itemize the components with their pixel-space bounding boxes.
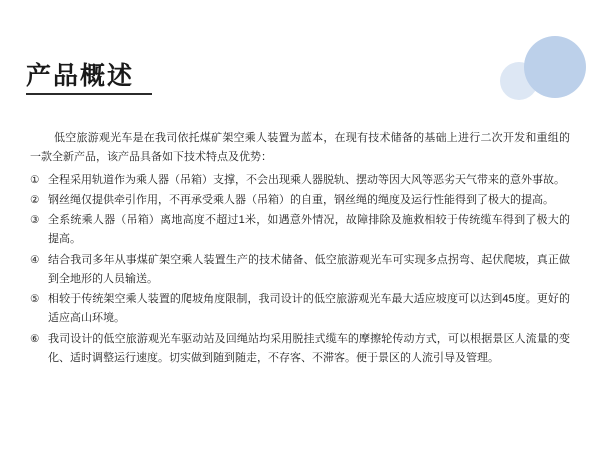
list-marker: ④ xyxy=(30,253,40,266)
intro-paragraph: 低空旅游观光车是在我司依托煤矿架空乘人装置为蓝本，在现有技术储备的基础上进行二次开发和重组的一款全新产品，该产品具备如下技术特点及优势： xyxy=(30,132,570,164)
list-marker: ③ xyxy=(30,214,40,226)
list-item xyxy=(30,330,570,369)
list-item xyxy=(30,290,570,329)
title-underline xyxy=(26,93,152,95)
list-item xyxy=(30,171,570,190)
circle-dark-icon xyxy=(524,36,586,98)
list-item-text: 全程采用轨道作为乘人器（吊箱）支撑，不会出现乘人器脱轨、摆动等因大风等恶劣天气带来的意外事故。 xyxy=(48,173,565,186)
list-item-text: 钢丝绳仅提供牵引作用，不再承受乘人器（吊箱）的自重，钢丝绳的绳度及运行性能得到了极大的提高。 xyxy=(48,193,554,206)
circle-light-icon xyxy=(500,62,538,100)
list-item-text: 我司设计的低空旅游观光车驱动站及回绳站均采用脱挂式缆车的摩擦轮传动方式，可以根据景区人流量的变化、适时调整运行速度。切实做到随到随走，不存客、不滞客。便于景区的人流引导及管理。 xyxy=(48,332,570,364)
list-marker: ② xyxy=(30,193,40,206)
slide-body xyxy=(30,118,570,369)
list-item-text: 结合我司多年从事煤矿架空乘人装置生产的技术储备、低空旅游观光车可实现多点拐弯、起伏爬坡，真正做到全地形的人员输送。 xyxy=(48,253,570,285)
list-item-text: 全系统乘人器（吊箱）离地高度不超过1米，如遇意外情况，故障排除及施救相较于传统缆车得到了极大的提高。 xyxy=(48,214,570,246)
feature-list xyxy=(30,171,570,369)
list-marker: ⑤ xyxy=(30,293,40,305)
page-title: 产品概述 xyxy=(26,61,135,90)
list-marker: ① xyxy=(30,173,40,186)
list-item-text: 相较于传统架空乘人装置的爬坡角度限制，我司设计的低空旅游观光车最大适应坡度可以达到45度。更好的适应高山环境。 xyxy=(48,293,570,325)
list-item xyxy=(30,211,570,250)
list-marker: ⑥ xyxy=(30,332,40,345)
list-item xyxy=(30,251,570,290)
decorative-circles xyxy=(470,0,600,120)
list-item xyxy=(30,191,570,210)
